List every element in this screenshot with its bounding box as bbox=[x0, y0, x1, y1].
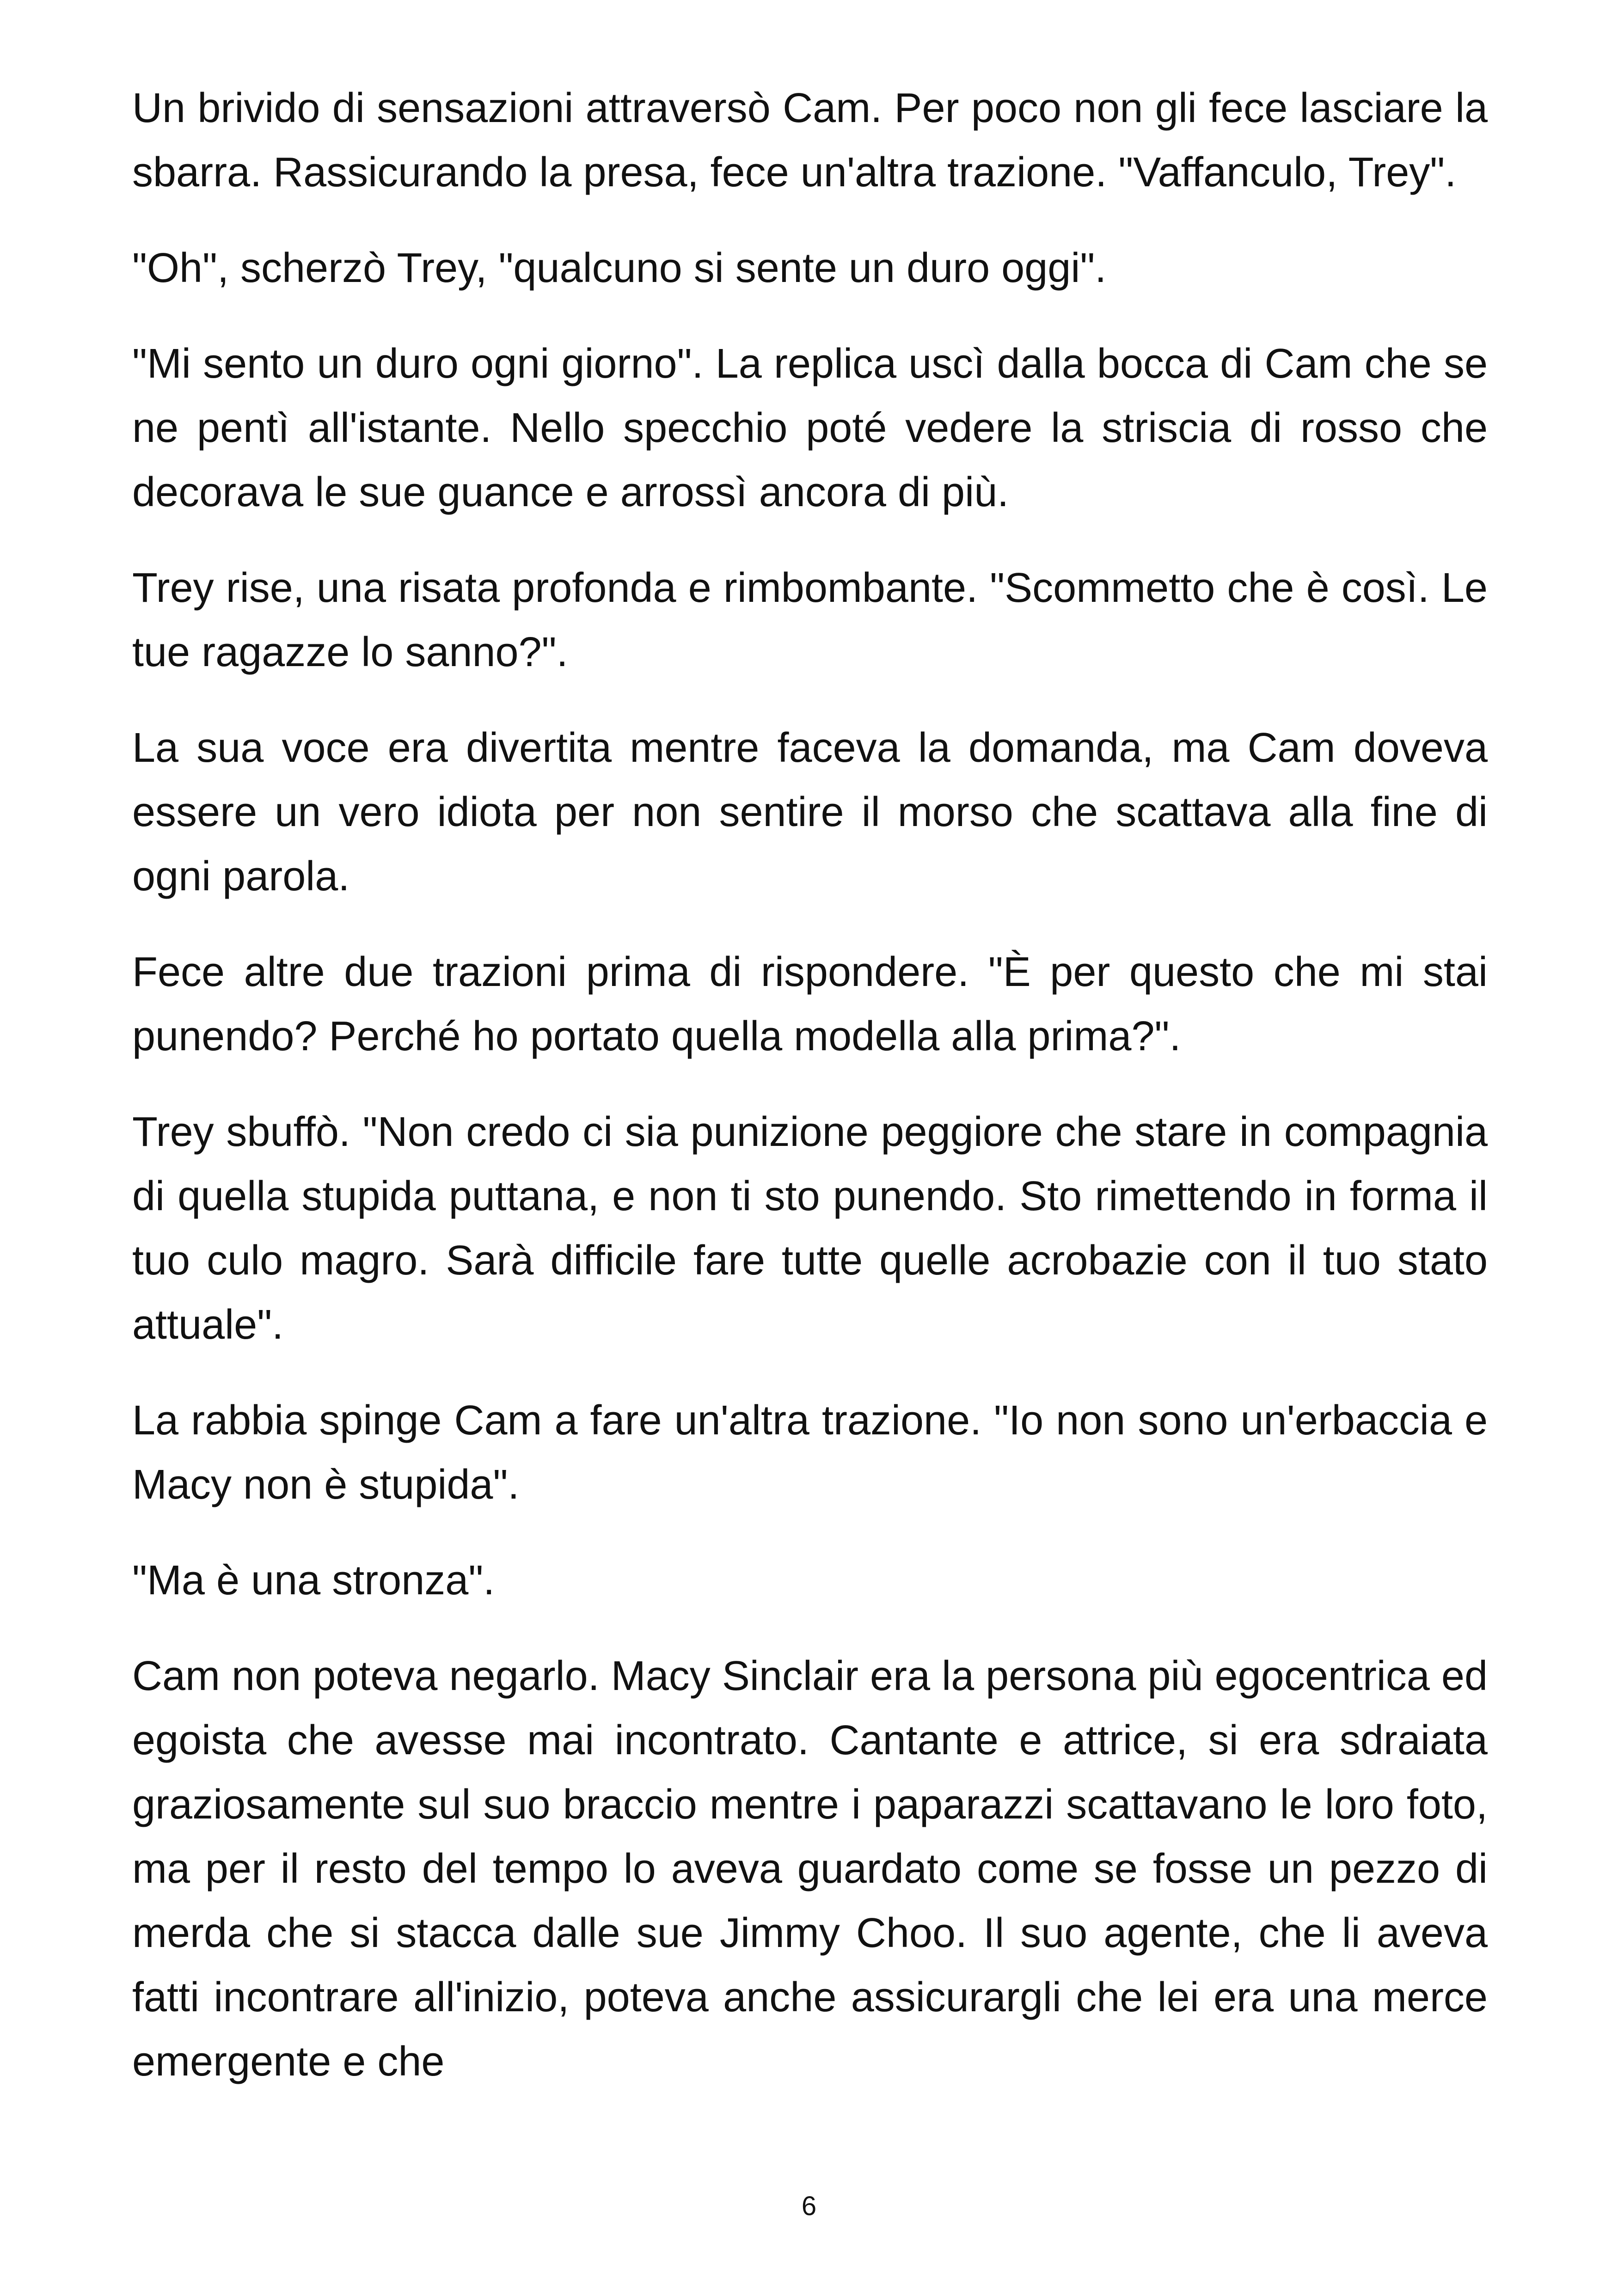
paragraph: Cam non poteva negarlo. Macy Sinclair era la persona più egocentrica ed egoista che avesse mai incontrato. Cantante e attrice, si era sdraiata graziosamente sul suo braccio mentre i paparazzi scattavano le loro foto, ma per il resto del tempo lo aveva guardato come se fosse un pezzo di merda che si stacca dalle sue Jimmy Choo. Il suo agente, che li aveva fatti incontrare all'inizio, poteva anche assicurargli che lei era una merce emergente e che bbox=[132, 1653, 1488, 2085]
paragraph: "Ma è una stronza". bbox=[132, 1557, 495, 1604]
paragraph: La rabbia spinge Cam a fare un'altra trazione. "Io non sono un'erbaccia e Macy non è stupida". bbox=[132, 1397, 1488, 1508]
paragraph: "Oh", scherzò Trey, "qualcuno si sente un duro oggi". bbox=[132, 245, 1107, 291]
page-number: 6 bbox=[801, 2191, 817, 2221]
paragraph: Trey rise, una risata profonda e rimbombante. "Scommetto che è così. Le tue ragazze lo sanno?". bbox=[132, 565, 1488, 675]
body-text bbox=[132, 76, 1488, 2125]
paragraph: "Mi sento un duro ogni giorno". La replica uscì dalla bocca di Cam che se ne pentì all'istante. Nello specchio poté vedere la striscia di rosso che decorava le sue guance e arrossì ancora di più. bbox=[132, 341, 1488, 515]
paragraph: Fece altre due trazioni prima di rispondere. "È per questo che mi stai punendo? Perché ho portato quella modella alla prima?". bbox=[132, 949, 1488, 1059]
paragraph: Trey sbuffò. "Non credo ci sia punizione peggiore che stare in compagnia di quella stupida puttana, e non ti sto punendo. Sto rimettendo in forma il tuo culo magro. Sarà difficile fare tutte quelle acrobazie con il tuo stato attuale". bbox=[132, 1109, 1488, 1348]
paragraph: Un brivido di sensazioni attraversò Cam. Per poco non gli fece lasciare la sbarra. Rassicurando la presa, fece un'altra trazione. "Vaffanculo, Trey". bbox=[132, 85, 1488, 196]
paragraph: La sua voce era divertita mentre faceva la domanda, ma Cam doveva essere un vero idiota per non sentire il morso che scattava alla fine di ogni parola. bbox=[132, 725, 1488, 900]
